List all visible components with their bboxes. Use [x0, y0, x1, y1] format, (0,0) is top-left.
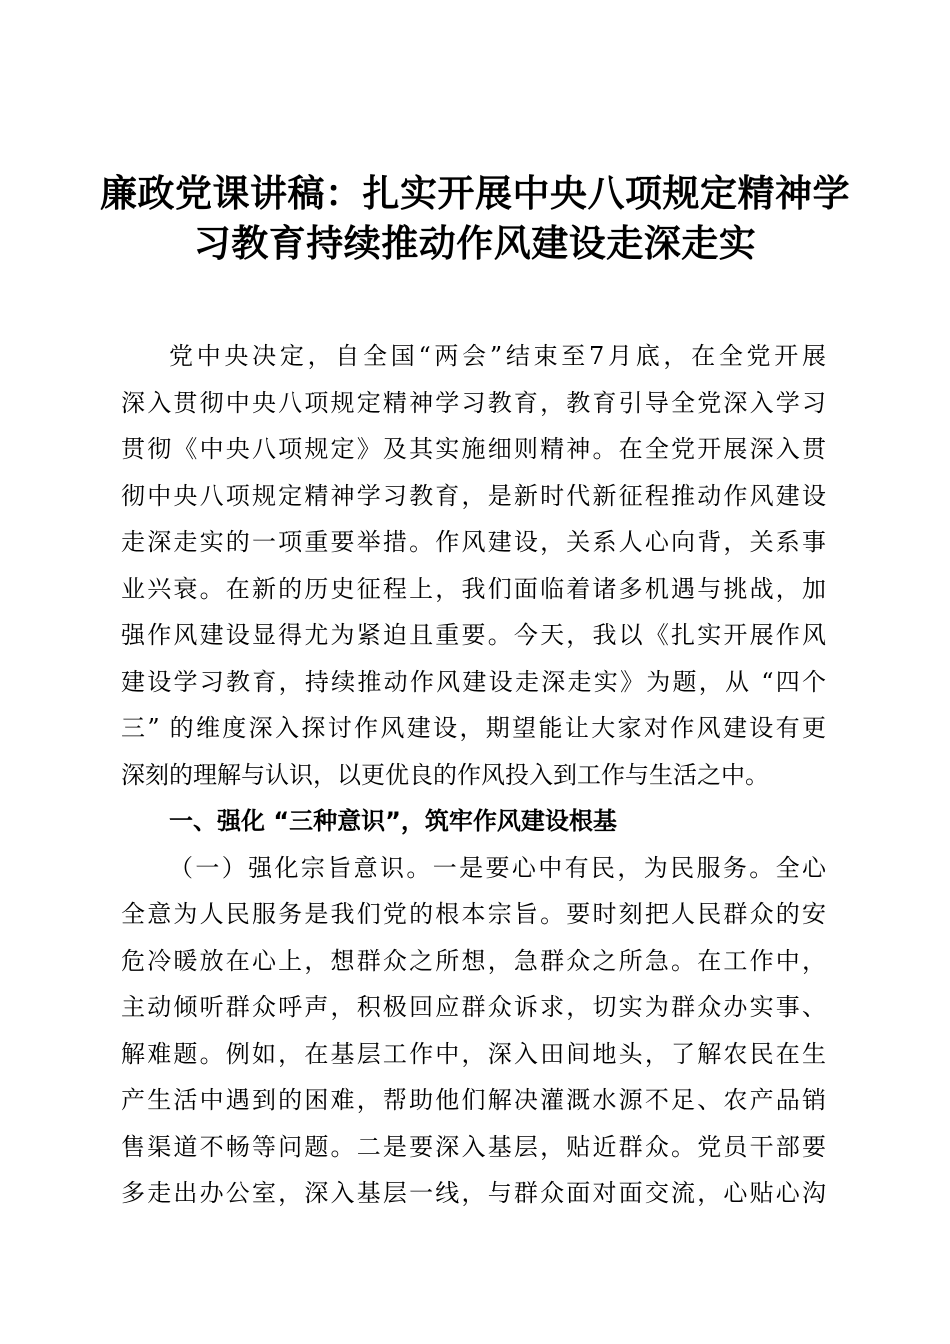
paragraph-line: 建设学习教育，持续推动作风建设走深走实》为题，从 “四个 [121, 667, 826, 696]
title-line-1: 廉政党课讲稿：扎实开展中央八项规定精神学 [100, 171, 850, 215]
paragraph-line: 危冷暖放在心上，想群众之所想，急群众之所急。在工作中， [121, 946, 826, 975]
paragraph-line: 解难题。例如，在基层工作中，深入田间地头，了解农民在生 [121, 1039, 826, 1068]
paragraph-line: 走深走实的一项重要举措。作风建设，关系人心向背，关系事 [121, 528, 826, 556]
paragraph-line: 主动倾听群众呼声，积极回应群众诉求，切实为群众办实事、 [121, 993, 826, 1021]
document-body [121, 333, 826, 1217]
paragraph-line: 业兴衰。在新的历史征程上，我们面临着诸多机遇与挑战，加 [121, 574, 826, 603]
title-line-2: 习教育持续推动作风建设走深走实 [193, 221, 757, 265]
paragraph-intro [121, 333, 826, 798]
paragraph-line: 售渠道不畅等问题。二是要深入基层，贴近群众。党员干部要 [121, 1132, 826, 1161]
paragraph-line: 党中央决定，自全国“两会”结束至7月底，在全党开展 [169, 342, 826, 370]
section-heading: 一、强化 “三种意识”，筑牢作风建设根基 [169, 807, 617, 835]
paragraph-line: 强作风建设显得尤为紧迫且重要。今天，我以《扎实开展作风 [121, 621, 826, 649]
paragraph-line: 三” 的维度深入探讨作风建设，期望能让大家对作风建设有更 [121, 714, 826, 742]
paragraph-line: 贯彻《中央八项规定》及其实施细则精神。在全党开展深入贯 [121, 435, 826, 463]
paragraph-line: 彻中央八项规定精神学习教育，是新时代新征程推动作风建设 [121, 481, 826, 510]
paragraph-line: 多走出办公室，深入基层一线，与群众面对面交流，心贴心沟 [121, 1179, 826, 1207]
paragraph-section-1 [121, 845, 826, 1217]
document-title [100, 168, 850, 268]
paragraph-line: 深刻的理解与认识，以更优良的作风投入到工作与生活之中。 [121, 760, 769, 789]
paragraph-line: 深入贯彻中央八项规定精神学习教育，教育引导全党深入学习 [121, 388, 826, 417]
paragraph-line: 产生活中遇到的困难，帮助他们解决灌溉水源不足、农产品销 [121, 1086, 826, 1114]
paragraph-line: 全意为人民服务是我们党的根本宗旨。要时刻把人民群众的安 [121, 900, 826, 928]
paragraph-line: （一）强化宗旨意识。一是要心中有民，为民服务。全心 [169, 853, 826, 882]
